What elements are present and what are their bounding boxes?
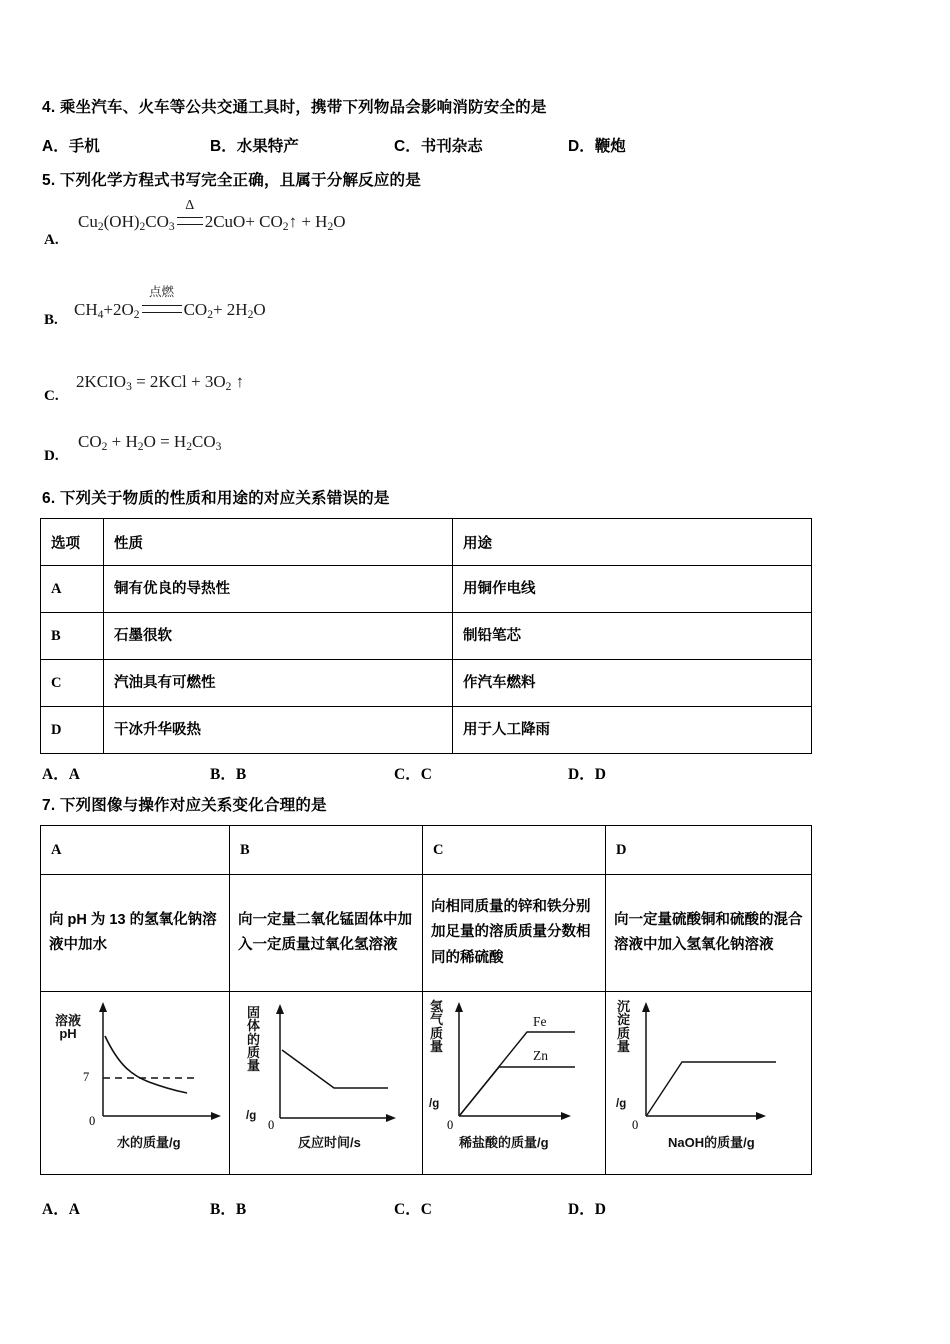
question-4-text: 乘坐汽车、火车等公共交通工具时，携带下列物品会影响消防安全的是 xyxy=(59,99,547,116)
header-option: 选项 xyxy=(51,535,80,552)
graph-d-ylabel-unit: /g xyxy=(616,1098,627,1110)
graph-d-xlabel: NaOH的质量/g xyxy=(668,1135,755,1150)
equation-b-left: $CH_4+2O_2$ xyxy=(74,300,140,322)
question-6-answer-a[interactable]: A．A xyxy=(42,766,80,783)
q7-graph-row xyxy=(41,992,812,1175)
equation-b-condition: 点燃 xyxy=(149,285,175,300)
equation-c-label: C. xyxy=(44,388,59,404)
equation-b-arrow xyxy=(142,285,182,321)
question-5-text: 下列化学方程式书写完全正确，且属于分解反应的是 xyxy=(59,172,421,189)
graph-d-ylabel: 沉淀质量 xyxy=(616,999,630,1054)
graph-c-origin: 0 xyxy=(447,1118,454,1132)
question-4-number: 4. xyxy=(42,99,56,116)
equation-a-equals xyxy=(177,217,203,225)
question-6-answer-b[interactable]: B．B xyxy=(210,766,247,783)
question-5-number: 5. xyxy=(42,172,56,189)
graph-b xyxy=(230,992,422,1174)
question-6-answer-d[interactable]: D．D xyxy=(568,766,606,783)
row-b-use: 制铅笔芯 xyxy=(463,627,521,644)
row-b-option: B xyxy=(51,627,61,644)
q7-col-d-letter: D xyxy=(616,841,627,858)
question-6-answer-c[interactable]: C．C xyxy=(394,766,432,783)
question-6-text: 下列关于物质的性质和用途的对应关系错误的是 xyxy=(59,490,390,507)
row-d-use: 用于人工降雨 xyxy=(463,721,550,738)
question-7-table xyxy=(40,825,812,1175)
row-c-use: 作汽车燃料 xyxy=(463,674,536,691)
question-4-options xyxy=(42,134,802,156)
row-d-property: 干冰升华吸热 xyxy=(114,721,201,738)
question-6-table xyxy=(40,518,812,754)
row-a-property: 铜有优良的导热性 xyxy=(114,580,230,597)
graph-c xyxy=(423,992,605,1174)
table-row xyxy=(41,613,812,660)
graph-a-origin: 0 xyxy=(89,1114,96,1128)
table-header-row xyxy=(41,826,812,875)
graph-c-series-zn-label: Zn xyxy=(533,1048,548,1063)
graph-b-ylabel: 固体的质量 xyxy=(246,1005,260,1073)
graph-a-ylabel: 溶液pH xyxy=(54,1013,81,1042)
equation-a-right: $2CuO+ CO_2↑ + H_2O$ xyxy=(204,212,346,234)
row-b-property: 石墨很软 xyxy=(114,627,172,644)
question-4-stem xyxy=(42,95,547,117)
question-7-answer-c[interactable]: C．C xyxy=(394,1201,432,1218)
question-7-answer-b[interactable]: B．B xyxy=(210,1201,247,1218)
graph-d-cell xyxy=(606,992,812,1175)
graph-b-xlabel: 反应时间/s xyxy=(298,1135,361,1150)
question-5-stem xyxy=(42,168,421,190)
graph-b-ylabel-unit: /g xyxy=(246,1110,257,1122)
equation-d xyxy=(78,432,221,453)
question-7-answer-options xyxy=(42,1197,802,1217)
row-c-option: C xyxy=(51,674,62,691)
question-4-option-b[interactable]: B．水果特产 xyxy=(210,138,299,155)
q7-desc-b: 向一定量二氧化锰固体中加入一定质量过氧化氢溶液 xyxy=(238,911,412,953)
equation-d-label: D. xyxy=(44,448,59,464)
row-c-property: 汽油具有可燃性 xyxy=(114,674,216,691)
equation-a xyxy=(78,198,346,234)
graph-a xyxy=(41,992,229,1174)
equation-b-label: B. xyxy=(44,312,58,328)
header-property: 性质 xyxy=(114,535,143,552)
row-a-use: 用铜作电线 xyxy=(463,580,536,597)
equation-d-text: $CO_2 + H_2O = H_2CO_3$ xyxy=(78,432,222,454)
q7-desc-c: 向相同质量的锌和铁分别加足量的溶质质量分数相同的稀硫酸 xyxy=(431,898,591,966)
table-row xyxy=(41,660,812,707)
question-7-number: 7. xyxy=(42,797,56,814)
equation-a-label: A. xyxy=(44,232,59,248)
q7-col-a-letter: A xyxy=(51,841,62,858)
question-6-stem xyxy=(42,486,390,508)
graph-c-series-fe-label: Fe xyxy=(533,1014,547,1029)
equation-b xyxy=(74,285,266,322)
table-row xyxy=(41,566,812,613)
q7-desc-d: 向一定量硫酸铜和硫酸的混合溶液中加入氢氧化钠溶液 xyxy=(614,911,803,953)
graph-d xyxy=(606,992,811,1174)
equation-a-left: $Cu_2(OH)_2CO_3$ xyxy=(78,212,175,234)
q7-col-b-letter: B xyxy=(240,841,250,858)
table-row xyxy=(41,707,812,754)
equation-c xyxy=(76,372,244,393)
graph-c-ylabel-unit: /g xyxy=(429,1098,440,1110)
equation-b-right: $CO_2+ 2H_2O$ xyxy=(183,300,266,322)
graph-c-ylabel: 氢气质量 xyxy=(429,999,443,1054)
row-a-option: A xyxy=(51,580,62,597)
question-7-answer-a[interactable]: A．A xyxy=(42,1201,80,1218)
row-d-option: D xyxy=(51,721,62,738)
graph-a-ytick-7: 7 xyxy=(83,1070,90,1084)
equation-c-text: $2KCIO_3 = 2KCl + 3O_2$ ↑ xyxy=(76,372,245,394)
question-4-option-c[interactable]: C．书刊杂志 xyxy=(394,138,483,155)
question-7-stem xyxy=(42,793,327,815)
graph-c-xlabel: 稀盐酸的质量/g xyxy=(459,1135,549,1150)
q7-desc-a: 向 pH 为 13 的氢氧化钠溶液中加水 xyxy=(49,911,217,953)
question-7-text: 下列图像与操作对应关系变化合理的是 xyxy=(59,797,327,814)
question-6-answer-options xyxy=(42,762,802,782)
table-header-row xyxy=(41,519,812,566)
graph-a-xlabel: 水的质量/g xyxy=(117,1135,181,1150)
equation-b-equals xyxy=(142,305,182,313)
graph-c-cell xyxy=(423,992,606,1175)
question-7-answer-d[interactable]: D．D xyxy=(568,1201,606,1218)
q7-description-row xyxy=(41,875,812,992)
graph-b-origin: 0 xyxy=(268,1118,275,1132)
question-6-number: 6. xyxy=(42,490,56,507)
equation-a-arrow xyxy=(177,198,203,233)
question-4-option-d[interactable]: D．鞭炮 xyxy=(568,138,626,155)
question-4-option-a[interactable]: A．手机 xyxy=(42,138,100,155)
header-use: 用途 xyxy=(463,535,492,552)
q7-col-c-letter: C xyxy=(433,841,444,858)
graph-a-cell xyxy=(41,992,230,1175)
graph-b-cell xyxy=(230,992,423,1175)
equation-a-condition: Δ xyxy=(185,198,195,214)
graph-d-origin: 0 xyxy=(632,1118,639,1132)
